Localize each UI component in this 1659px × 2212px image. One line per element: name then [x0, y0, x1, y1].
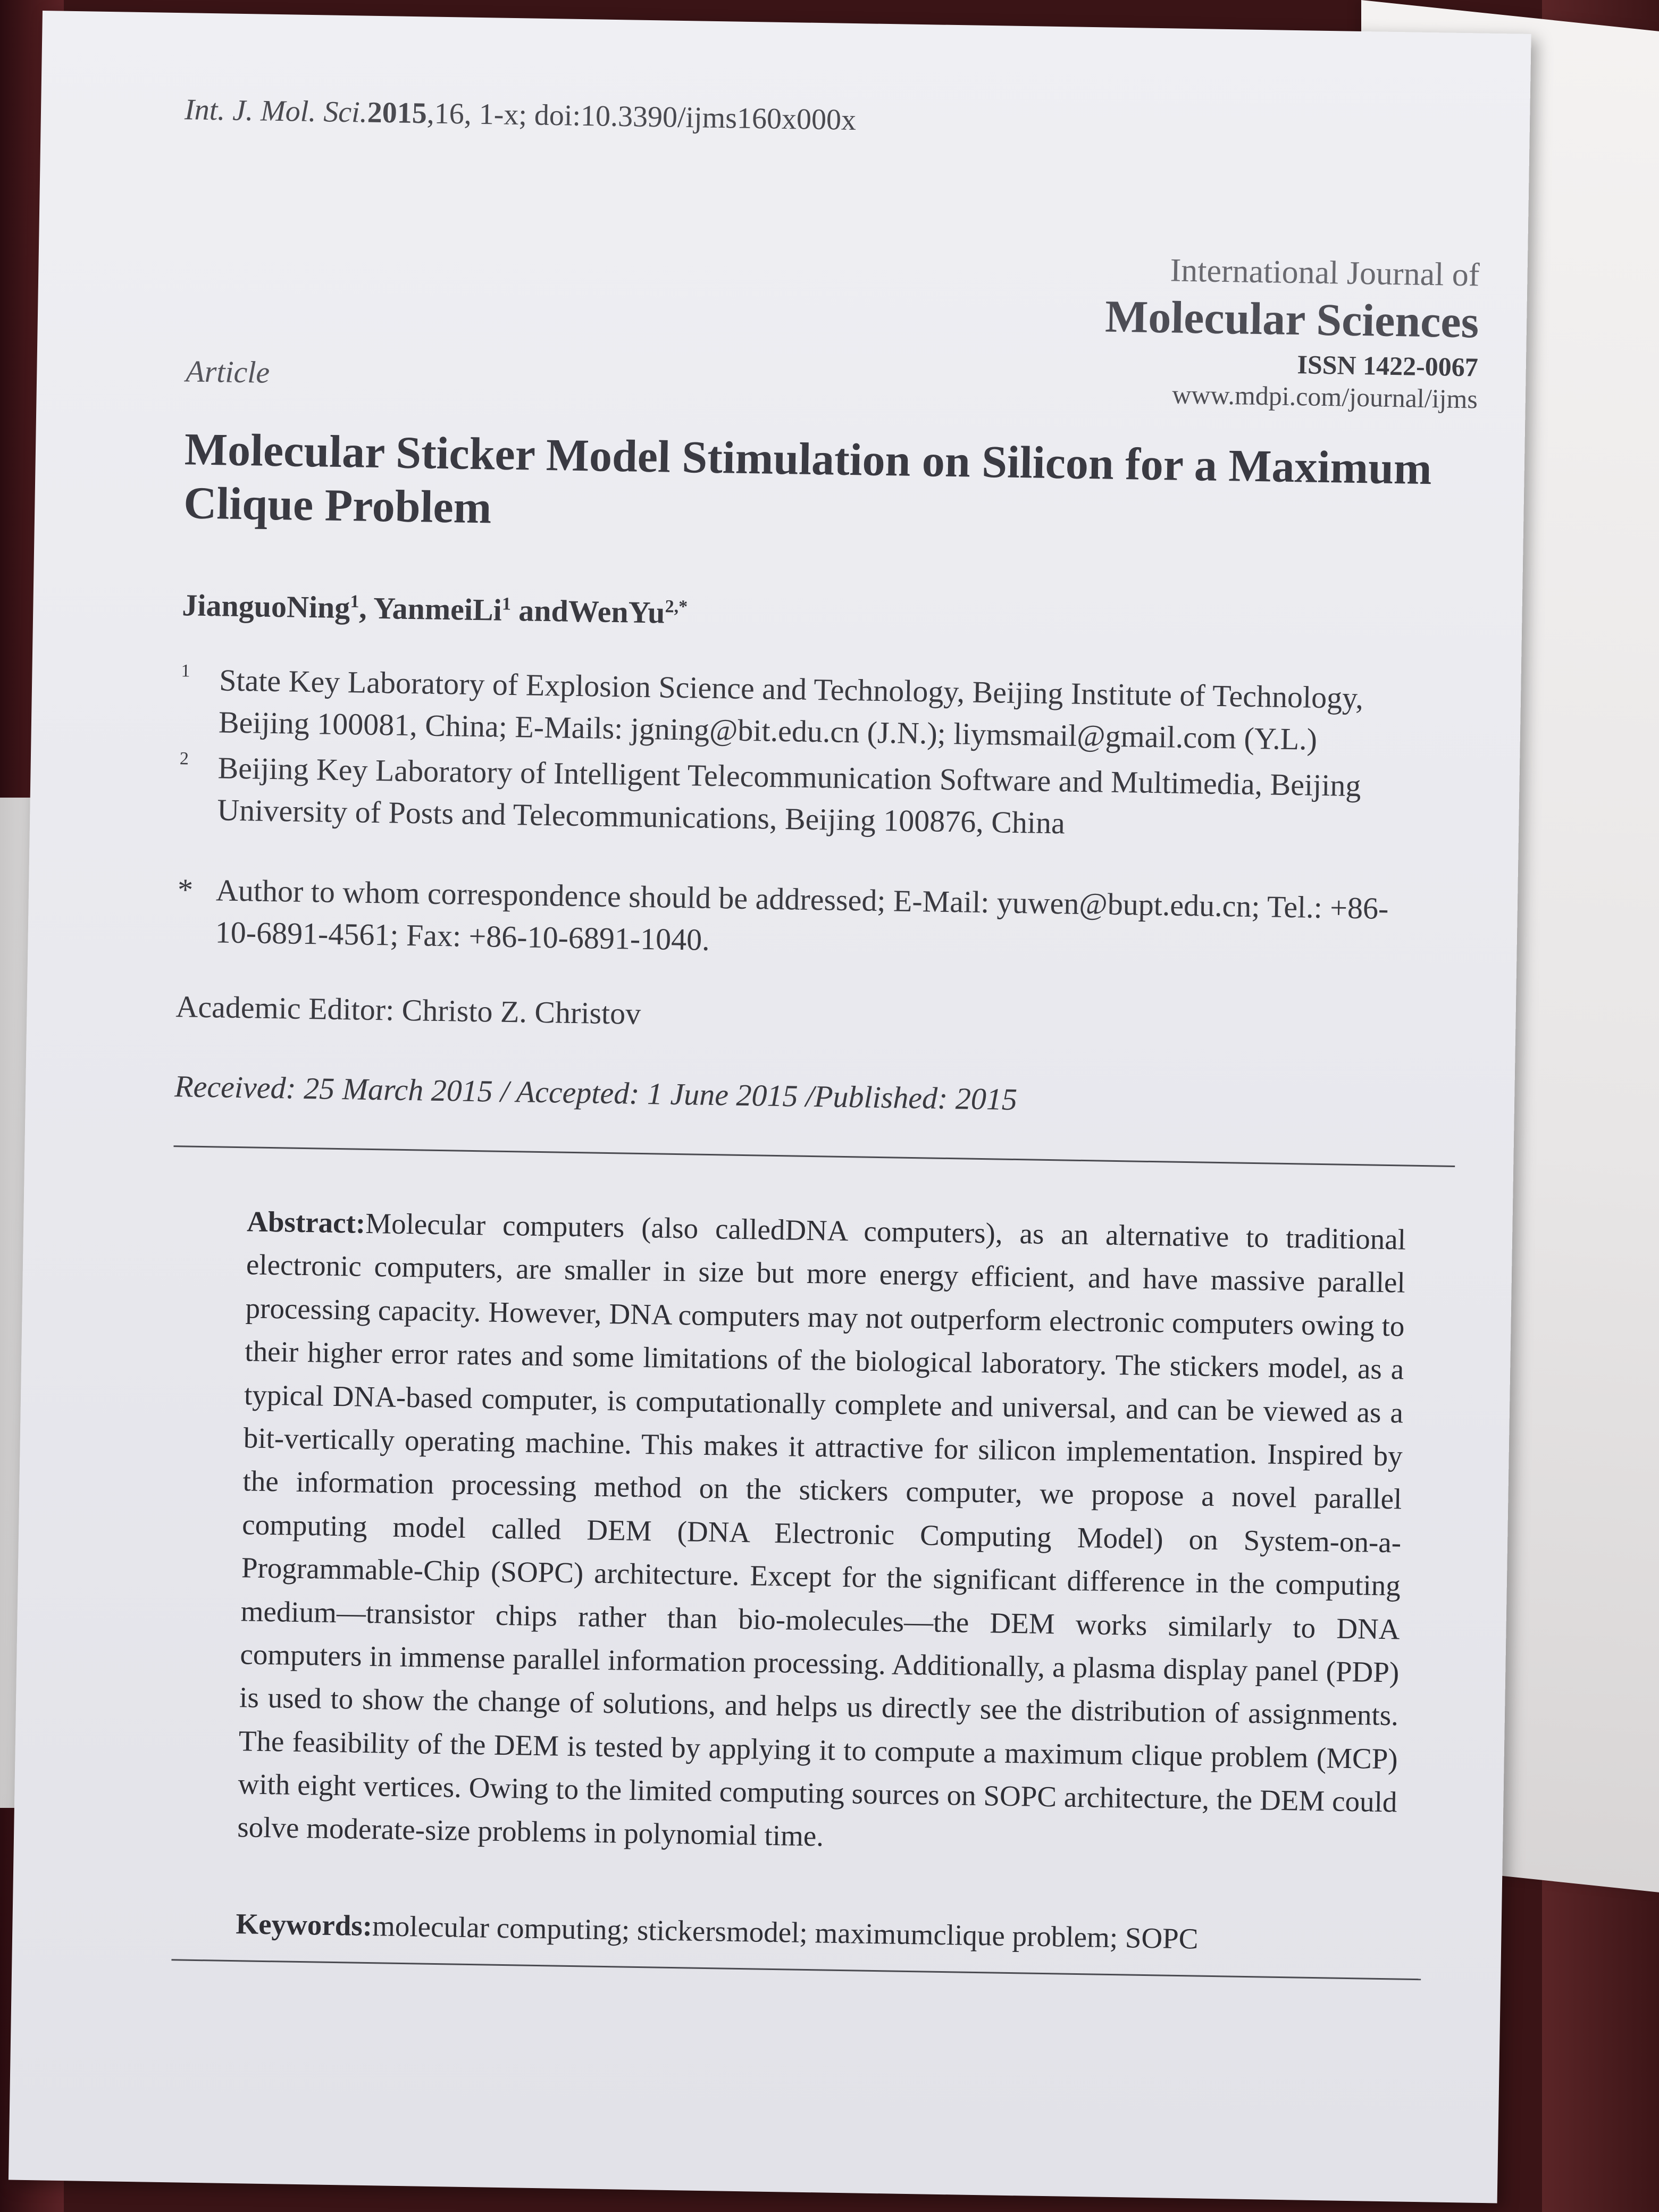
journal-year: 2015: [367, 96, 428, 130]
journal-abbrev: Int. J. Mol. Sci.: [184, 93, 368, 129]
masthead-issn: ISSN 1422-0067: [1297, 349, 1479, 382]
affiliation-text: State Key Laboratory of Explosion Science and Technology, Beijing Institute of Technology, Beijing 100081, China; E-Mails: jgning@bit.edu.cn (J.N.); liymsmail@gmail.com (Y.L.): [218, 663, 1364, 757]
author-affiliation-mark: 2,*: [665, 597, 688, 617]
masthead-journal-name: Molecular Sciences: [1104, 290, 1479, 348]
divider-line: [173, 1145, 1455, 1167]
correspondence-text: Author to whom correspondence should be addressed; E-Mail: yuwen@bupt.edu.cn; Tel.: +86-10-6891-4561; Fax: +86-10-6891-1040.: [215, 873, 1389, 957]
keywords-block: [236, 1907, 1395, 1958]
paper-page: [9, 11, 1531, 2203]
author-separator: ,: [358, 590, 374, 625]
affiliation-2: [179, 747, 1420, 850]
affiliation-1: [180, 659, 1421, 762]
author-affiliation-mark: 1: [501, 594, 512, 614]
keywords-label: Keywords:: [236, 1907, 373, 1942]
author-name: JianguoNing: [181, 588, 350, 625]
article-type-label: Article: [185, 354, 270, 390]
divider-line: [171, 1959, 1421, 1980]
correspondence-mark: *: [177, 872, 194, 907]
academic-editor: Academic Editor: Christo Z. Christov: [175, 989, 641, 1031]
author-list: [182, 587, 688, 631]
author-name: andWenYu: [510, 592, 665, 630]
author-affiliation-mark: 1: [350, 591, 359, 612]
author-name: YanmeiLi: [373, 590, 502, 627]
abstract-block: [237, 1200, 1406, 1867]
affiliation-text: Beijing Key Laboratory of Intelligent Telecommunication Software and Multimedia, Beijing University of Posts and Telecommunications, Beijing 100876, China: [216, 750, 1361, 841]
correspondence-note: [177, 869, 1418, 972]
masthead-url: www.mdpi.com/journal/ijms: [1171, 379, 1478, 414]
journal-citation: [185, 93, 857, 137]
journal-volume-doi: ,16, 1-x; doi:10.3390/ijms160x000x: [426, 97, 857, 137]
abstract-text: Molecular computers (also calledDNA computers), as an alternative to traditional electronic computers, are smaller in size but more energy efficient, and have massive parallel processing capacity. However, DNA computers may not outperform electronic computers owing to their higher error rates and some limitations of the biological laboratory. The stickers model, as a typical DNA-based computer, is computationally complete and universal, and can be viewed as a bit-vertically operating machine. This makes it attractive for silicon implementation. Inspired by the information processing method on the stickers computer, we propose a novel parallel computing model called DEM (DNA Electronic Computing Model) on System-on-a-Programmable-Chip (SOPC) architecture. Except for the significant difference in the computing medium—transistor chips rather than bio-molecules—the DEM works similarly to DNA computers in immense parallel information processing. Additionally, a plasma display panel (PDP) is used to show the change of solutions, and helps us directly see the distribution of assignments. The feasibility of the DEM is tested by applying it to compute a maximum clique problem (MCP) with eight vertices. Owing to the limited computing sources on SOPC architecture, the DEM could solve moderate-size problems in polynomial time.: [237, 1206, 1406, 1853]
affiliation-number: 1: [181, 661, 190, 681]
journal-masthead: [1104, 250, 1480, 414]
masthead-line1: International Journal of: [1170, 252, 1480, 294]
affiliation-number: 2: [179, 749, 189, 769]
keywords-text: molecular computing; stickersmodel; maximumclique problem; SOPC: [372, 1909, 1199, 1955]
abstract-label: Abstract:: [246, 1205, 366, 1239]
publication-dates: Received: 25 March 2015 / Accepted: 1 June 2015 /Published: 2015: [174, 1069, 1018, 1117]
paper-title: Molecular Sticker Model Stimulation on Silicon for a Maximum Clique Problem: [183, 423, 1432, 533]
